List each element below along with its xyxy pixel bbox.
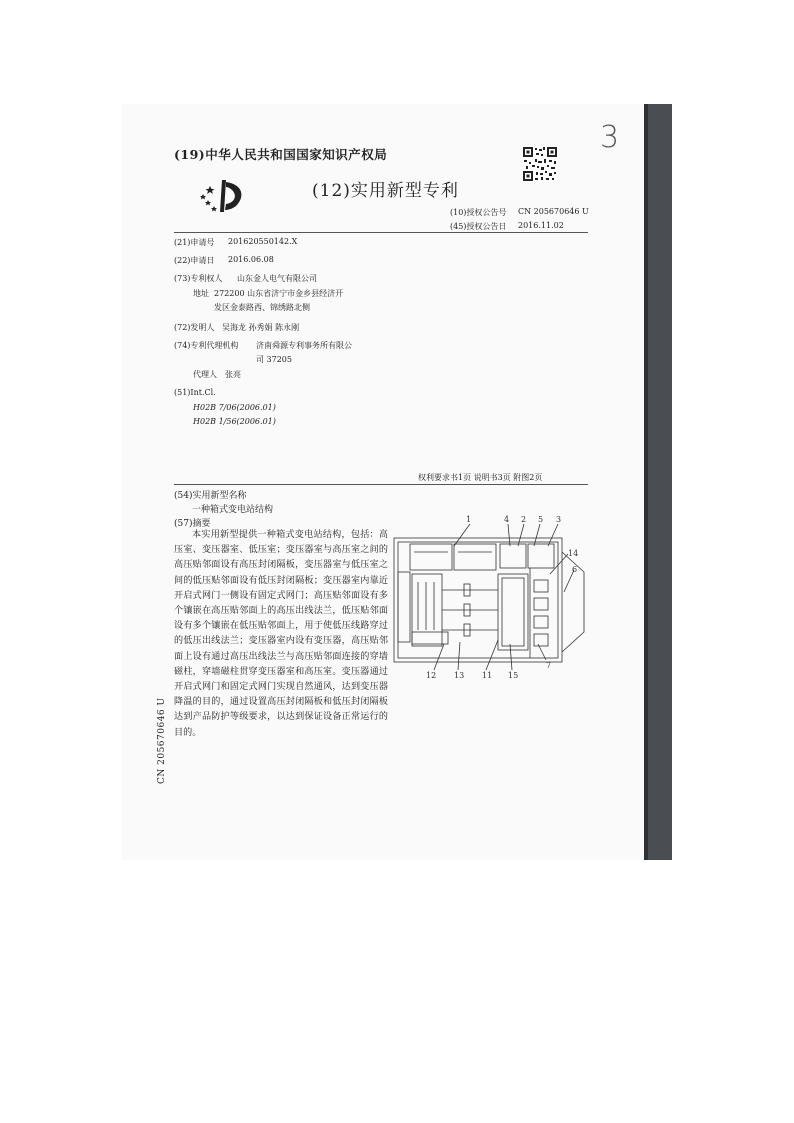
intcl-code-1: H02B 7/06(2006.01) [193, 403, 276, 412]
scanned-page [122, 104, 644, 860]
application-number: 201620550142.X [228, 237, 298, 246]
publication-date-label: (45)授权公告日 [450, 222, 507, 231]
patentee: 山东金人电气有限公司 [237, 274, 317, 283]
figure-label-6: 6 [572, 565, 578, 574]
figure-label-7: 7 [546, 661, 552, 670]
publication-number-label: (10)授权公告号 [450, 208, 507, 217]
abstract-label: (57)摘要 [174, 519, 211, 529]
address-label: 地址 [193, 289, 209, 298]
abstract-text [174, 528, 388, 741]
substation-figure [388, 512, 598, 684]
handwritten-mark: 3 [600, 120, 620, 155]
figure-label-13: 13 [454, 671, 465, 680]
office-name: (19)中华人民共和国国家知识产权局 [174, 147, 388, 162]
agent-label: 代理人 [193, 370, 217, 379]
patentee-label: (73)专利权人 [174, 274, 223, 283]
publication-number: CN 205670646 U [518, 207, 589, 216]
figure-label-11: 11 [482, 671, 493, 680]
side-publication-number: CN 205670646 U [157, 697, 167, 784]
figure-label-12: 12 [426, 671, 437, 680]
utility-model-title: 一种箱式变电站结构 [192, 505, 274, 515]
figure-label-4: 4 [504, 515, 510, 524]
cnipa-logo-icon [196, 176, 252, 216]
application-date: 2016.06.08 [228, 255, 274, 264]
pages-rule [174, 484, 588, 485]
pages-note: 权利要求书1页 说明书3页 附图2页 [418, 473, 543, 482]
scanner-edge-shadow [644, 104, 672, 860]
agent: 张亮 [225, 370, 241, 379]
publication-date: 2016.11.02 [518, 221, 564, 230]
address-line-1: 272200 山东省济宁市金乡县经济开 [214, 289, 344, 298]
application-date-label: (22)申请日 [174, 256, 215, 265]
scanner-edge-line [644, 104, 648, 860]
inventors: 吴海龙 孙秀娟 陈永刚 [222, 323, 300, 332]
patent-kind: (12)实用新型专利 [312, 181, 459, 201]
figure-label-2: 2 [521, 515, 527, 524]
agency-label: (74)专利代理机构 [174, 341, 239, 350]
title-label: (54)实用新型名称 [174, 491, 247, 501]
intcl-label: (51)Int.Cl. [174, 388, 216, 397]
agency-line-2: 司 37205 [256, 355, 292, 364]
inventor-label: (72)发明人 [174, 323, 215, 332]
abstract-paragraph: 本实用新型提供一种箱式变电站结构，包括：高压室、变压器室、低压室；变压器室与高压室之间的高压贴邻面设有高压封闭隔板，变压器室与低压室之间的低压贴邻面设有低压封闭隔板；变压器室内靠近开启式网门一侧设有固定式网门；高压贴邻面设有多个镶嵌在高压贴邻面上的高压出线法兰，低压贴邻面设有多个镶嵌在低压贴邻面上，用于使低压线路穿过的低压出线法兰；变压器室内设有变压器，高压贴邻面上设有通过高压出线法兰与高压贴邻面连接的穿墙磁柱，穿墙磁柱贯穿变压器室和高压室。变压器通过开启式网门和固定式网门实现自然通风，达到变压器降温的目的，通过设置高压封闭隔板和低压封闭隔板达到产品防护等级要求，以达到保证设备正常运行的目的。 [174, 530, 388, 738]
address-line-2: 发区金泰路西、锦绣路北侧 [214, 303, 310, 312]
intcl-code-2: H02B 1/56(2006.01) [193, 417, 276, 426]
header-rule [174, 232, 588, 233]
qr-code-icon [522, 146, 558, 182]
application-number-label: (21)申请号 [174, 238, 215, 247]
figure-label-15: 15 [508, 671, 519, 680]
figure-label-5: 5 [538, 515, 544, 524]
agency-line-1: 济南舜源专利事务所有限公 [256, 341, 352, 350]
figure-label-14: 14 [568, 549, 579, 558]
figure-label-3: 3 [556, 515, 562, 524]
figure-label-1: 1 [466, 515, 472, 524]
